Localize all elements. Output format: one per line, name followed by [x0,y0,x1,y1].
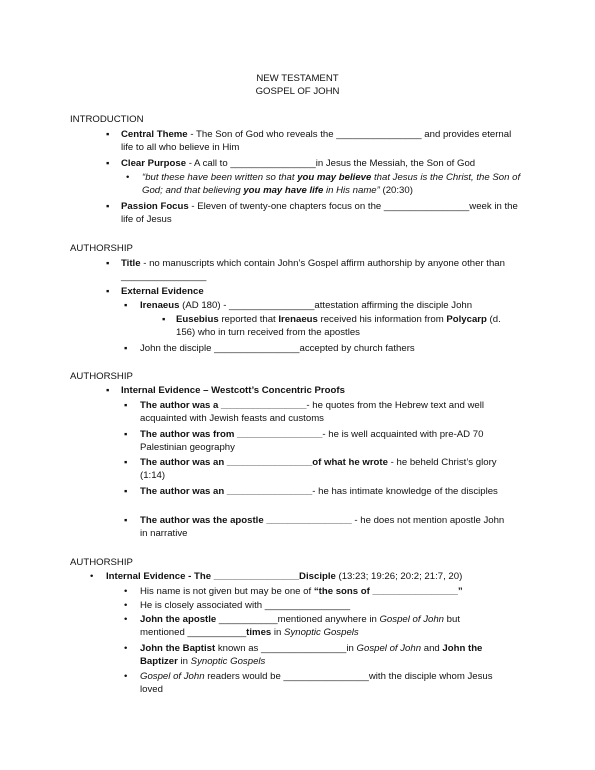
doc-title: NEW TESTAMENT [256,73,339,84]
section-heading-authorship-3: AUTHORSHIP [70,557,133,568]
section-heading-introduction: INTRODUCTION [70,114,144,125]
document-page: NEW TESTAMENT GOSPEL OF JOHN INTRODUCTION ▪ Central Theme - The Son of God who reveals the ________________ and provides eternal life to all who believe in Him ▪ Clear Purpose - A call to ________________in Jesus the Messiah, the Son of God • “but these have been written so that you may believe that Jesus is the Christ, the Son of God; and that believing you may have life in His name” (20:30) ▪ Passion Focus - Eleven of twenty-one chapters focus on the ________________week in the life of Jesus AUTHORSHIP ▪ Title - no manuscripts which contain John’s Gospel affirm authorship by anyone other than ________________ ▪ External Evidence ▪ Irenaeus (AD 180) - ________________attestation affirming the disciple John ▪ Eusebius reported that Irenaeus received his information from Polycarp (d. 156) who in turn received from the apostles ▪ John the disciple ________________accepted by church fathers AUTHORSHIP ▪ Internal Evidence – Westcott’s Concentric Proofs ▪ The author was a ________________- he quotes from the Hebrew text and well acquainted with Jewish feasts and customs ▪ The author was from ________________- he is well acquainted with pre-AD 70 Palestinian geography ▪ The author was an ________________of what he wrote - he beheld Christ’s glory (1:14) ▪ The author was an ________________- he has intimate knowledge of the disciples ▪ The author was the apostle ________________ - he does not mention apostle John in narrative AUTHORSHIP • Internal Evidence - The ________________Disciple (13:23; 19:26; 20:2; 21:7, 20) • His name is not given but may be one of “the sons of ________________” • He is closely associated with ________________ • John the apostle ___________mentioned anywhere in Gospel of John but mentioned ___________times in Synoptic Gospels • John the Baptist known as ________________in Gospel of John and John the Baptizer in Synoptic Gospels • Gospel of John readers would be ________________with the disciple whom Jesus loved [0,0,595,770]
section-heading-authorship-2: AUTHORSHIP [70,371,133,382]
section-heading-authorship-1: AUTHORSHIP [70,243,133,254]
doc-subtitle: GOSPEL OF JOHN [255,86,340,97]
